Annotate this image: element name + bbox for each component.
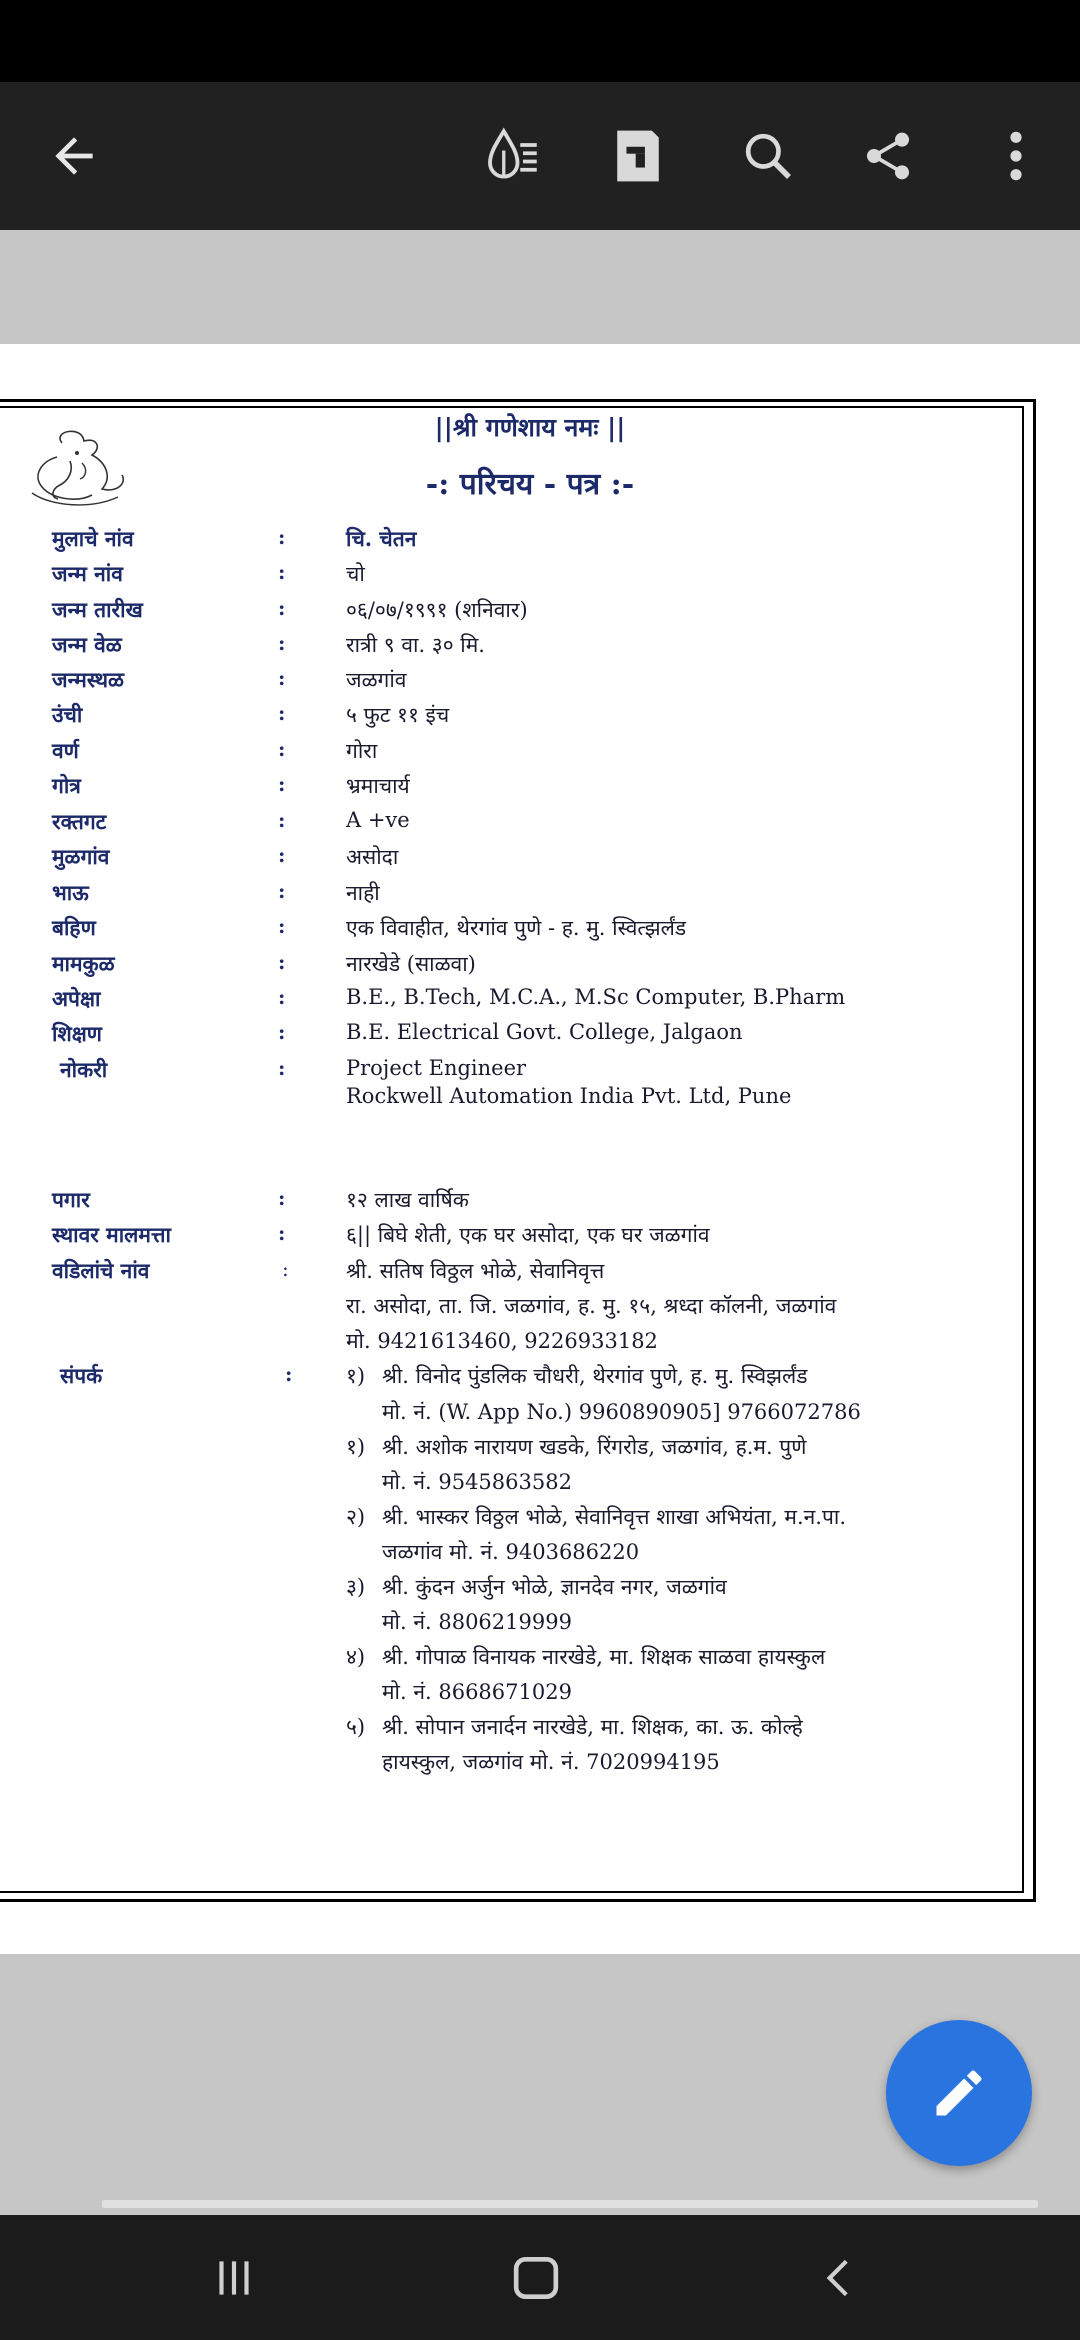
father-label: वडिलांचे नांव [52, 1258, 150, 1283]
field-value: रात्री ९ वा. ३० मि. [346, 633, 485, 657]
contact-line: हायस्कुल, जळगांव मो. नं. 7020994195 [382, 1750, 720, 1774]
field-row [0, 631, 1080, 667]
contact-line: जळगांव मो. नं. 9403686220 [382, 1540, 640, 1564]
field-value: एक विवाहीत, थेरगांव पुणे - ह. मु. स्वित्झर्लंड [346, 916, 687, 940]
field-colon: : [278, 914, 286, 938]
contact-line: मो. नं. 9545863582 [382, 1470, 572, 1494]
property-row [0, 1221, 1080, 1257]
field-colon: : [278, 666, 286, 690]
property-label: स्थावर मालमत्ता [52, 1222, 171, 1247]
contact-number: ५) [346, 1715, 366, 1739]
field-value: असोदा [346, 845, 399, 869]
home-icon[interactable] [496, 2243, 576, 2313]
field-label: मामकुळ [52, 951, 115, 976]
father-name: श्री. सतिष विठ्ठल भोळे, सेवानिवृत्त [346, 1259, 605, 1283]
status-bar [0, 0, 1080, 82]
field-row [0, 701, 1080, 737]
salary-row [0, 1186, 1080, 1222]
contact-number: ४) [346, 1645, 366, 1669]
contact-line: श्री. विनोद पुंडलिक चौधरी, थेरगांव पुणे, ह. मु. स्विझर्लंड [382, 1364, 808, 1388]
field-row [0, 914, 1080, 950]
contact-line: श्री. गोपाळ विनायक नारखेडे, मा. शिक्षक साळवा हायस्कुल [382, 1645, 826, 1669]
ganesha-logo [22, 423, 132, 513]
field-row [0, 950, 1080, 986]
field-colon: : [278, 1186, 286, 1210]
field-row [0, 596, 1080, 632]
page-view-icon[interactable] [598, 116, 678, 196]
contact-line: मो. नं. 8806219999 [382, 1610, 572, 1634]
field-label: जन्मस्थळ [52, 667, 124, 692]
field-row [0, 985, 1080, 1021]
field-row [0, 879, 1080, 915]
field-value: नारखेडे (साळवा) [346, 952, 476, 976]
contact-line: श्री. अशोक नारायण खडके, रिंगरोड, जळगांव, ह.म. पुणे [382, 1435, 807, 1459]
field-colon: : [278, 808, 286, 832]
reading-mode-icon[interactable] [472, 116, 552, 196]
field-value: चो [346, 562, 365, 586]
field-colon: : [278, 560, 286, 584]
share-icon[interactable] [848, 116, 928, 196]
field-value: भ्रमाचार्य [346, 774, 410, 798]
field-colon: : [278, 985, 286, 1009]
field-label: मुलाचे नांव [52, 526, 134, 551]
father-address: रा. असोदा, ता. जि. जळगांव, ह. मु. १५, श्रध्दा कॉलनी, जळगांव [346, 1294, 837, 1318]
field-value: चि. चेतन [346, 526, 417, 551]
system-nav-bar [0, 2215, 1080, 2340]
field-row [0, 843, 1080, 879]
contact-line: श्री. सोपान जनार्दन नारखेडे, मा. शिक्षक, का. ऊ. कोल्हे [382, 1715, 803, 1739]
field-colon: : [278, 596, 286, 620]
job-company: Rockwell Automation India Pvt. Ltd, Pune [346, 1084, 792, 1108]
field-row [0, 737, 1080, 773]
top-toolbar [0, 82, 1080, 230]
field-colon: : [278, 1056, 286, 1080]
field-colon: : [282, 1257, 289, 1281]
field-colon: : [278, 879, 286, 903]
field-value: जळगांव [346, 668, 407, 692]
contact-label: संपर्क [60, 1363, 103, 1388]
contact-number: ३) [346, 1575, 366, 1599]
field-label: वर्ण [52, 738, 79, 763]
recent-apps-icon[interactable] [194, 2243, 274, 2313]
job-title: Project Engineer [346, 1056, 527, 1080]
more-vert-icon[interactable] [976, 116, 1056, 196]
field-value: B.E. Electrical Govt. College, Jalgaon [346, 1020, 743, 1044]
edit-button[interactable] [886, 2020, 1032, 2166]
field-value: A +ve [346, 808, 410, 832]
field-value: ५ फुट ११ इंच [346, 703, 450, 727]
search-icon[interactable] [728, 116, 808, 196]
back-icon[interactable] [800, 2243, 880, 2313]
field-colon: : [278, 1221, 286, 1245]
field-label: शिक्षण [52, 1021, 102, 1046]
field-value: ०६/०७/१९९१ (शनिवार) [346, 598, 528, 622]
field-value: गोरा [346, 739, 378, 763]
field-label: बहिण [52, 915, 96, 940]
contact-line: श्री. कुंदन अर्जुन भोळे, ज्ञानदेव नगर, जळगांव [382, 1575, 727, 1599]
contact-line: श्री. भास्कर विठ्ठल भोळे, सेवानिवृत्त शाखा अभियंता, म.न.पा. [382, 1505, 847, 1529]
invocation-text: ||श्री गणेशाय नमः || [434, 413, 626, 442]
property-value: ६|| बिघे शेती, एक घर असोदा, एक घर जळगांव [346, 1223, 710, 1247]
father-mobile: मो. 9421613460, 9226933182 [346, 1329, 658, 1353]
contact-line: मो. नं. 8668671029 [382, 1680, 572, 1704]
field-colon: : [278, 772, 286, 796]
salary-label: पगार [52, 1187, 90, 1212]
field-label: मुळगांव [52, 844, 110, 869]
job-label: नोकरी [60, 1057, 108, 1082]
contact-number: २) [346, 1505, 366, 1529]
contact-line: मो. नं. (W. App No.) 9960890905] 9766072786 [382, 1400, 861, 1424]
horizontal-scrollbar[interactable] [102, 2200, 1038, 2208]
field-colon: : [278, 1020, 286, 1044]
field-row [0, 772, 1080, 808]
field-row [0, 1020, 1080, 1056]
field-label: गोत्र [52, 773, 81, 798]
field-colon: : [278, 843, 286, 867]
field-colon: : [278, 631, 286, 655]
document-title: -: परिचय - पत्र :- [425, 467, 635, 502]
field-label: जन्म वेळ [52, 632, 122, 657]
field-label: भाऊ [52, 880, 89, 905]
field-label: अपेक्षा [52, 986, 101, 1011]
salary-value: १२ लाख वार्षिक [346, 1188, 469, 1212]
field-colon: : [278, 525, 286, 549]
field-colon: : [285, 1362, 293, 1386]
field-colon: : [278, 737, 286, 761]
edit-pencil-icon [929, 2063, 989, 2123]
field-colon: : [278, 950, 286, 974]
field-row [0, 560, 1080, 596]
field-label: उंची [52, 702, 83, 727]
field-value: नाही [346, 881, 380, 905]
father-row [0, 1257, 1080, 1293]
field-value: B.E., B.Tech, M.C.A., M.Sc Computer, B.Pharm [346, 985, 846, 1009]
field-label: जन्म तारीख [52, 597, 143, 622]
field-label: जन्म नांव [52, 561, 123, 586]
field-row [0, 666, 1080, 702]
field-row [0, 808, 1080, 844]
contact-number: १) [346, 1435, 366, 1459]
arrow-back-icon[interactable] [34, 116, 114, 196]
field-colon: : [278, 701, 286, 725]
contact-number: १) [346, 1364, 366, 1388]
field-label: रक्तगट [52, 809, 107, 834]
field-row [0, 525, 1080, 561]
